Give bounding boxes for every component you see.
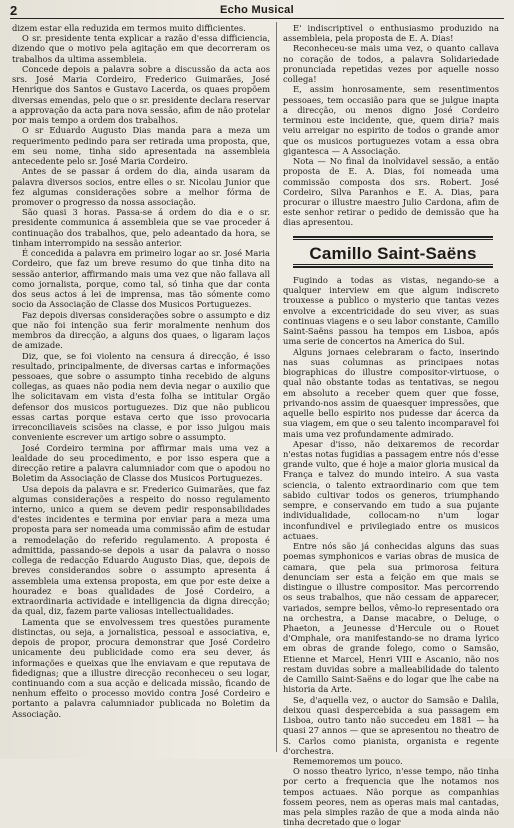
masthead-title: Echo Musical [220,4,294,16]
left-paragraph: dizem estar ella reduzida em termos muito difficientes. [12,23,246,33]
left-paragraph: Faz depois diversas considerações sobre o assumpto e diz que não foi intenção sua ferir moralmente nenhum dos membros da direcção, a alguns dos quaes, o ligaram laços de amizade. [12,309,270,351]
left-paragraph: José Cordeiro termina por affirmar mais uma vez a lealdade do seu procedimento, e por isso espera que a direcção retire a palavra calumniador com que o apodou no Boletim da Associação de Classe dos Musicos Portuguezes. [12,442,270,484]
column-divider [276,22,277,752]
right-top-paragraph: Reconheceu-se mais uma vez, o quanto callava no coração de todos, a palavra Solidariedade pronunciada repetidas vezes por aquelle nosso collega! [283,43,499,85]
left-paragraph: Lamenta que se envolvessem tres questões puramente distinctas, ou seja, a jornalistica, pessoal e associativa, e, depois de propor, procura demonstrar que José Cordeiro unicamente deu publicidade como era seu dever, ás informações e queixas que lhe enviavam e que reputava de fidedignas; que a illustre direcção reconheceu o seu logar, continuando com a sua acção e delicada missão, ficando de nenhum effeito o processo movido contra José Cordeiro e portanto a palavra calumniador publicada no Boletim da Associação. [12,616,270,719]
article-paragraph: Rememoremos um pouco. [293,756,403,767]
right-top-paragraph: E, assim honrosamente, sem resentimentos pessoaes, tem occasião para que se julgue inapta a direcção, ou menos digno José Cordeiro terminou este incidente, que, quem diria? mais veiu arreigar no espirito de todos o grande amor que os musicos portuguezes votam a essa obra gigantesca — A Associação. [283,84,499,156]
left-paragraph: É concedida a palavra em primeiro logar ao sr. José Maria Cordeiro, que faz um breve resumo do que tinha dito na sessão anterior, affirmando mais uma vez que não fallava all como jornalista, porque, como tal, só tinha que dar conta dos seus actos á lei de imprensa, mas tão sómente como socio da Associação de Classe dos Musicos Portuguezes. [12,248,270,310]
page-header [10,3,504,19]
article-title-box [293,236,493,268]
page-number: 2 [10,3,18,18]
left-paragraph: Concede depois a palavra sobre a discussão da acta aos srs. José Maria Cordeiro, Frederico Guimarães, José Henrique dos Santos e Gustavo Lacerda, os quaes propõem diversas emendas, pelo que o sr. presidente declara reservar a approvação da acta para nova sessão, afim de não protelar por mais tempo a ordem dos trabalhos. [12,63,270,126]
left-paragraph: Diz, que, se foi violento na censura á direcção, é isso resultado, principalmente, de diversas cartas e informações pessoaes, que sobre o assumpto tinha recebido de alguns collegas, as quaes não podia nem devia negar o auxilio que lhe solicitavam em vista d'esta folha se intitular Orgão defensor dos musicos portuguezes. Diz que não publicou essas cartas porque estava certo que isso provocaria irreconciliaveis scisões na classe, e por isso julgou mais conveniente escrever um artigo sobre o assumpto. [12,350,270,443]
article-paragraph: Alguns jornaes celebraram o facto, inserindo nas suas columnas as principaes notas biographicas do illustre compositor-virtuose, o qual não obstante todas as tentativas, se negou em absoluto a receber quem quer que fosse, privando-nos assim de quaesquer impressões, que aquelle bello espirito nos pudesse dar ácerca da sua viagem, em que o seu talento incomparavel foi mais uma vez profundamente admirado. [283,346,499,439]
left-paragraph: O sr. presidente tenta explicar a razão d'essa difficiencia, dizendo que o motivo pela agitação em que decorreram os trabalhos da ultima assembleia. [12,33,270,64]
right-top-paragraph: E' indiscriptivel o enthusiasmo produzido na assembleia, pela proposta de E. A. Dias! [283,23,499,44]
article-body [283,275,499,828]
left-paragraph: Antes de se passar á ordem do dia, ainda usaram da palavra diversos socios, entre elles o sr. Nicolau Junior que fez algumas considerações sobre a melhor fórma de promover o progresso da nossa associação. [12,166,270,207]
right-top-paragraph: Nota — No final da inolvidavel sessão, a então proposta de E. A. Dias, foi nomeada uma commissão composta dos srs. Robert. José Cordeiro, Silva Paranhos e E. A. Dias, para procurar o illustre maestro Julio Cardona, afim de este senhor retirar o pedido de demissão que ha dias apresentou. [283,156,499,228]
article-paragraph: O nosso theatro lyrico, n'esse tempo, não tinha por certo a frequencia que lhe notamos nos tempos actuaes. Não porque as companhias fossem peores, nem as operas mais mal cantadas, mas pela simples razão de que a moda ainda não tinha decretado que o logar [283,766,499,828]
left-paragraph: São quasi 3 horas. Passa-se á ordem do dia e o sr. presidente communica á assembleia que se vae proceder á continuação dos trabalhos, que, pelo adeantado da hora, se tinham interrompido na sessão anterior. [12,207,270,248]
right-column-top [283,23,499,232]
article-paragraph: Apesar d'isso, não deixaremos de recordar n'estas notas fugidias a passagem entre nós d'esse grande vulto, que é hoje a maior gloria musical da França e talvez do mundo inteiro. A sua vasta sciencia, o talento extraordinario com que tem sabido cultivar todos os generos, triumphando sempre, e conservando em tudo a sua pujante individualidade, collocam-no n'um logar inconfundivel e privilegiado entre os musicos actuaes. [283,438,499,541]
left-paragraph: O sr Eduardo Augusto Dias manda para a meza um requerimento pedindo para ser retirada uma proposta, que, em seu nome, tinha sido apresentada na assembleia antecedente pelo sr. José Maria Cordeiro. [12,125,270,167]
article-paragraph: Se, d'aquella vez, o auctor do Samsão e Dalila, deixou quasi despercebida a sua passagem em Lisboa, outro tanto não succedeu em 1881 — ha quasi 27 annos — que se apresentou no theatro de S. Carlos como pianista, organista e regente d'orchestra. [283,694,499,756]
article-title: Camillo Saint-Saëns [309,244,477,263]
left-paragraph: Usa depois da palavra e sr. Frederico Guimarães, que faz algumas considerações a respeito do nosso regulamento interno, unico a quem se devem pedir responsabilidades d'estes incidentes e termina por enviar para a meza uma proposta para ser nomeada uma commissão afim de estudar a remodelação do referido regulamento. A proposta é admittida, passando-se depois a usar da palavra o nosso collega de redacção Eduardo Augusto Dias, que, depois de breves considerandos sobre o assumpto apresenta á assembleia uma extensa proposta, em que por este deixe a houradez e boas qualidades de José Cordeiro, a extraordinaria actividade e intelligencia da digna direcção; da qual, diz, fazem parte valiosas intellectualidades. [12,483,270,617]
article-paragraph: Fugindo a todas as vistas, negando-se a qualquer interview em que algum indiscreto trouxesse a publico o mysterio que tantas vezes envolve a excentricidade do seu viver, as suas continuas viagens e o seu labor constante, Camillo Saint-Saëns passou ha tempos em Lisboa, após uma serie de concertos na America do Sul. [283,275,499,347]
article-paragraph: Entre nós são já conhecidas alguns das suas poemas symphonicos e varias obras de musica de camara, que pela sua primorosa feitura denunciam ser esta a feição em que mais se distingue o illustre compositor. Mas percorrendo os seus trabalhos, que não cessam de apparecer, variados, sempre bellos, vêmo-lo representado ora na orchestra, a Danse macabre, o Deluge, o Phaeton, a Jeunesse d'Hercule ou o Rouet d'Omphale, ora manifestando-se no drama lyrico em obras de grande folego, como o Samsão, Etienne et Marcel, Henri VIII e Ascanio, não nos restam duvidas sobre a malleabilidade do talento de Camillo Saint-Saëns e do logar que lhe cabe na historia da Arte. [283,541,499,695]
left-column [12,23,270,753]
